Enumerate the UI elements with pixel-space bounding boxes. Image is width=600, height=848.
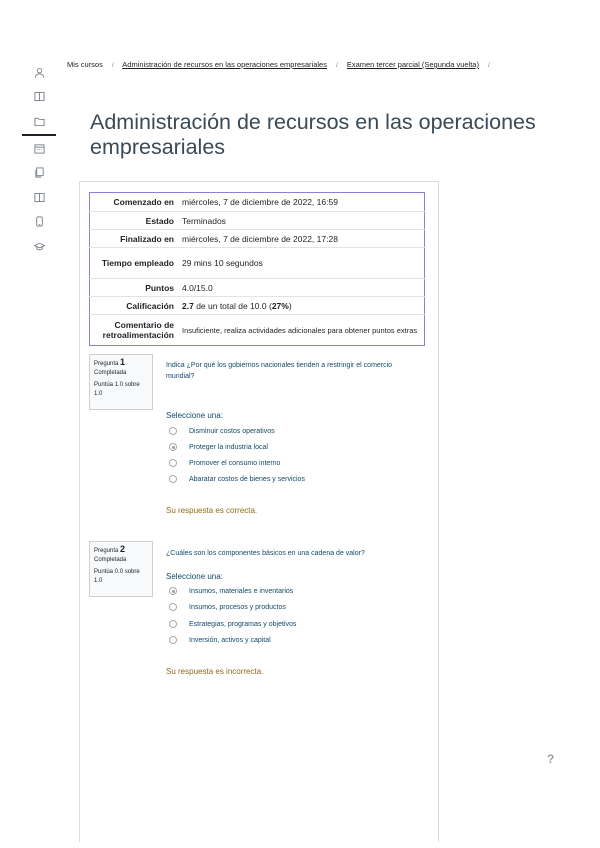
answer-option[interactable] [169,620,296,628]
summary-label: Puntos [90,279,179,297]
summary-label: Comentario de retroalimentación [90,315,179,346]
question-score: Puntúa 1.0 sobre 1.0 [94,382,140,397]
breadcrumb-separator: / [488,63,490,69]
answer-option[interactable] [169,636,271,644]
breadcrumb [67,60,497,69]
grade-percent: 27% [271,300,289,311]
summary-label: Calificación [90,297,179,315]
question-status: Completada [94,557,127,563]
radio-button[interactable] [169,459,177,467]
summary-row-grade [90,297,425,315]
answer-option-label: Insumos, procesos y productos [189,603,286,611]
radio-button[interactable] [169,427,177,435]
radio-button[interactable] [169,620,177,628]
summary-value: miércoles, 7 de diciembre de 2022, 17:28 [178,230,425,248]
select-one-label: Seleccione una: [166,411,223,420]
summary-label: Estado [90,212,179,230]
answer-option-label: Insumos, materiales e inventarios [189,587,294,595]
page-title: Administración de recursos en las operaciones empresariales [90,110,536,159]
summary-label: Comenzado en [113,197,174,207]
answer-option[interactable] [169,459,280,467]
breadcrumb-item-course[interactable]: Administración de recursos en las operaciones empresariales [122,60,327,69]
radio-button[interactable] [169,475,177,483]
question-label: Pregunta [94,548,119,554]
radio-button[interactable] [169,443,177,451]
question-number-value: 1 [120,357,126,367]
summary-row-finished [90,230,425,248]
sidebar [22,60,56,259]
answer-option-label: Abaratar costos de bienes y servicios [189,475,305,483]
summary-row-feedback [90,315,425,346]
summary-row-points [90,279,425,297]
book-icon[interactable] [22,185,56,210]
user-icon[interactable] [22,60,56,85]
answer-option-label: Promover el consumo interno [189,459,281,467]
answer-option[interactable] [169,475,305,483]
answer-feedback: Su respuesta es correcta. [166,506,258,515]
question-info-box [89,354,153,410]
question-number-value: 2 [120,544,126,554]
summary-value: miércoles, 7 de diciembre de 2022, 16:59 [182,197,338,207]
radio-button[interactable] [169,587,177,595]
mobile-icon[interactable] [22,210,56,235]
summary-row-time [90,248,425,279]
answer-option-label: Proteger la industria local [189,443,268,451]
summary-row-started [90,193,425,212]
calendar-icon[interactable] [22,136,56,161]
radio-button[interactable] [169,603,177,611]
attempt-summary-table [89,192,425,346]
select-one-label: Seleccione una: [166,572,223,581]
answer-option-label: Disminuir costos operativos [189,427,275,435]
answer-option[interactable] [169,443,268,451]
graduation-cap-icon[interactable] [22,234,56,259]
question-label: Pregunta [94,361,119,367]
summary-value: 29 mins 10 segundos [178,248,425,279]
question-score: Puntúa 0.0 sobre 1.0 [94,569,140,584]
question-info-box [89,541,153,597]
summary-value: Terminados [178,212,425,230]
breadcrumb-separator: / [111,63,114,69]
question-status: Completada [94,370,127,376]
book-icon[interactable] [22,85,56,110]
answer-feedback: Su respuesta es incorrecta. [166,667,264,676]
question-number [94,358,148,369]
answer-option-label: Estrategias, programas y objetivos [189,620,297,628]
breadcrumb-item-exam[interactable]: Examen tercer parcial (Segunda vuelta) [346,60,479,69]
folder-icon[interactable] [22,109,56,136]
breadcrumb-separator: / [336,63,338,69]
summary-value [178,297,425,315]
files-icon[interactable] [22,160,56,185]
question-text: ¿Cuáles son los componentes básicos en una cadena de valor? [166,550,365,557]
summary-row-state [90,212,425,230]
breadcrumb-item-mis-cursos[interactable]: Mis cursos [67,60,103,69]
answer-option[interactable] [169,587,293,595]
grade-close: ) [288,300,292,311]
help-button[interactable]: ? [547,752,555,766]
summary-label: Tiempo empleado [90,248,179,279]
grade-score: 2.7 [182,300,194,311]
question-text: Indica ¿Por qué los gobiernos nacionales tienden a restringir el comercio mundial? [166,362,393,380]
answer-option-label: Inversión, activos y capital [189,636,271,644]
answer-option[interactable] [169,603,286,611]
answer-option[interactable] [169,427,275,435]
radio-button[interactable] [169,636,177,644]
question-number [94,545,148,556]
summary-value: Insuficiente, realiza actividades adicionales para obtener puntos extras [178,315,425,346]
summary-label: Finalizado en [90,230,179,248]
grade-total: de un total de 10.0 ( [193,300,272,311]
summary-value: 4.0/15.0 [178,279,425,297]
